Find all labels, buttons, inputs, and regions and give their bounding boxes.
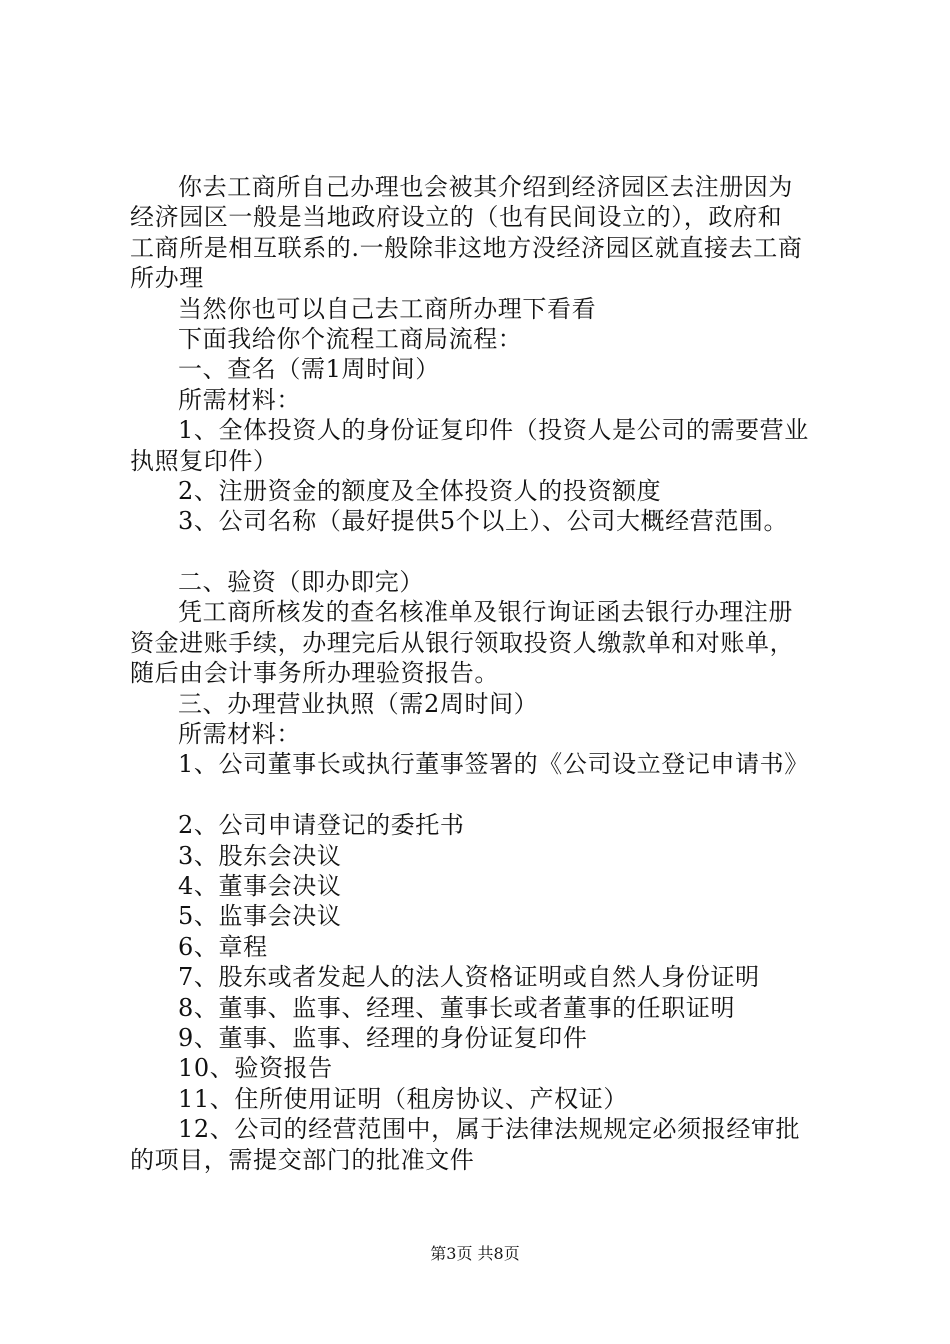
- text-line: 2、公司申请登记的委托书: [178, 811, 465, 840]
- text-line: 1、全体投资人的身份证复印件（投资人是公司的需要营业: [178, 416, 809, 445]
- text-line: 5、监事会决议: [178, 902, 342, 931]
- blank-line: [130, 780, 830, 810]
- document-body: [130, 172, 830, 1175]
- text-line: 所需材料：: [178, 720, 301, 749]
- text-line: 凭工商所核发的查名核准单及银行询证函去银行办理注册: [178, 598, 793, 627]
- text-line: 2、注册资金的额度及全体投资人的投资额度: [178, 476, 662, 505]
- text-line: 三、办理营业执照（需2周时间）: [178, 689, 539, 718]
- text-line: 4、董事会决议: [178, 871, 342, 900]
- text-line: 资金进账手续，办理完后从银行领取投资人缴款单和对账单，: [130, 628, 795, 657]
- text-line: 所需材料：: [178, 385, 301, 414]
- text-line: 执照复印件）: [130, 446, 278, 475]
- text-line: 7、股东或者发起人的法人资格证明或自然人身份证明: [178, 963, 760, 992]
- text-line: 1、公司董事长或执行董事签署的《公司设立登记申请书》: [178, 750, 809, 779]
- text-line: 二、验资（即办即完）: [178, 568, 424, 597]
- text-line: 10、验资报告: [178, 1054, 333, 1083]
- text-line: 12、公司的经营范围中，属于法律法规规定必须报经审批: [178, 1115, 801, 1144]
- text-line: 8、董事、监事、经理、董事长或者董事的任职证明: [178, 993, 736, 1022]
- text-line: 11、住所使用证明（租房协议、产权证）: [178, 1084, 628, 1113]
- text-line: 你去工商所自己办理也会被其介绍到经济园区去注册因为: [178, 173, 793, 201]
- page-footer: 第3页 共8页: [430, 1244, 520, 1263]
- text-line: 经济园区一般是当地政府设立的（也有民间设立的），政府和: [130, 203, 783, 232]
- blank-line: [130, 537, 830, 567]
- text-line: 一、查名（需1周时间）: [178, 355, 440, 384]
- text-line: 9、董事、监事、经理的身份证复印件: [178, 1023, 588, 1052]
- text-line: 3、股东会决议: [178, 841, 342, 870]
- text-line: 6、章程: [178, 932, 268, 961]
- text-line: 随后由会计事务所办理验资报告。: [130, 659, 499, 688]
- text-line: 当然你也可以自己去工商所办理下看看: [178, 294, 597, 323]
- text-line: 3、公司名称（最好提供5个以上）、公司大概经营范围。: [178, 507, 789, 536]
- text-line: 所办理: [130, 264, 204, 293]
- text-line: 的项目，需提交部门的批准文件: [130, 1145, 475, 1174]
- text-line: 下面我给你个流程工商局流程：: [178, 324, 523, 353]
- text-line: 工商所是相互联系的.一般除非这地方没经济园区就直接去工商: [130, 233, 803, 262]
